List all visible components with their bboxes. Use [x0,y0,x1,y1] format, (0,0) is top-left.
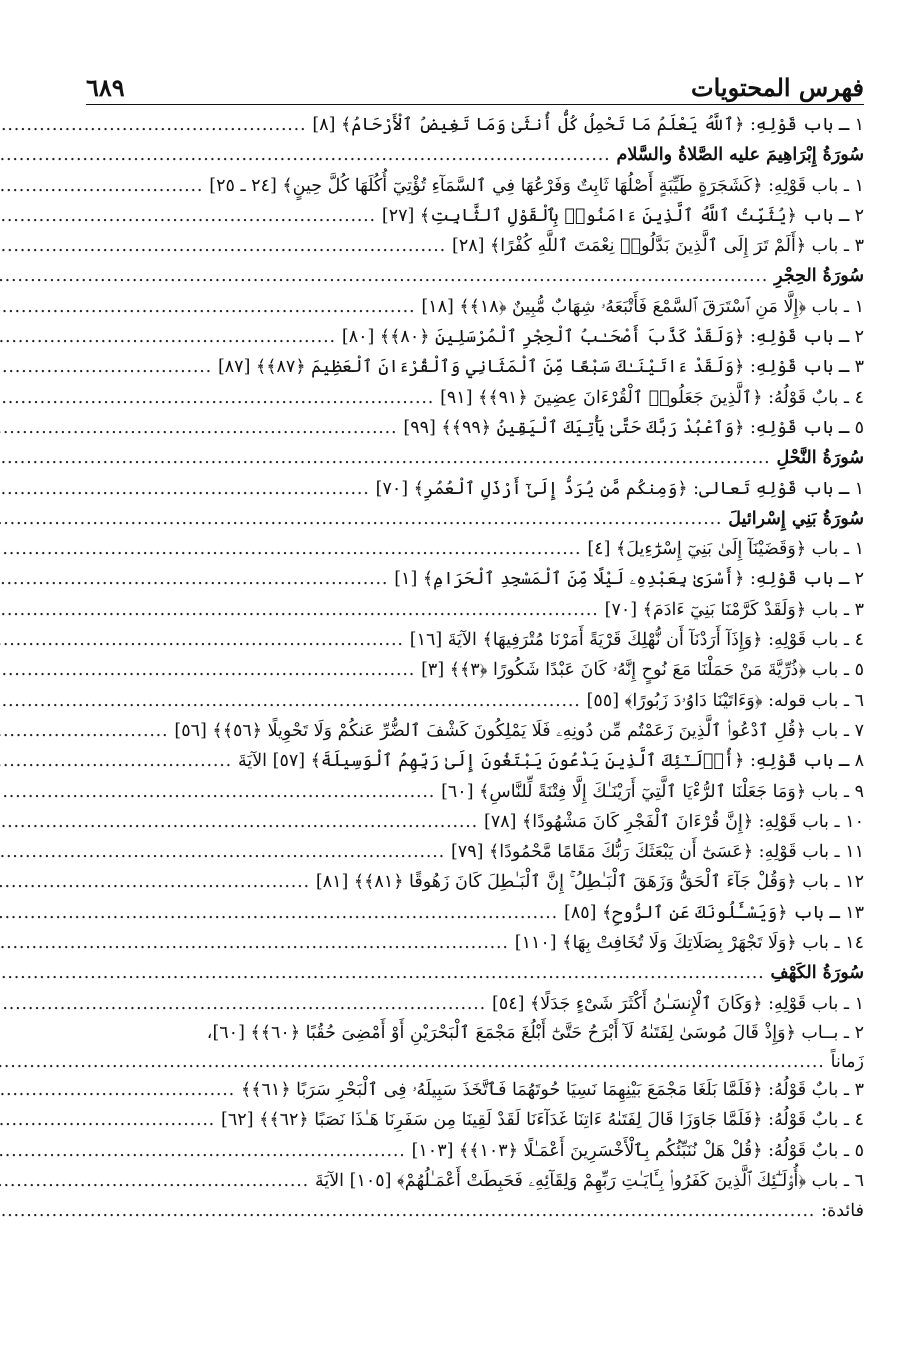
dot-leader [0,357,212,377]
toc-entry-text: ٣ ـ باب قَوْلِهِ: ﴿وَلَقَدْ ءَاتَيْنَـٰكَ سَبْعًا مِّنَ ٱلْمَثَانِي وَٱلْقُرْءَانَ ٱلْعَظِيمَ ﴿٨٧﴾﴾ [٨٧] [217,357,864,378]
toc-entry-text: سُورَةُ النَّحْلِ [776,448,864,469]
toc-entry-text: ١١ ـ باب قَوْلِهِ: ﴿عَسَىٰٓ أَن يَبْعَثَكَ رَبُّكَ مَقَامًا مَّحْمُودًا﴾ [٧٩] [450,842,864,863]
page-title: فهرس المحتويات [690,73,864,102]
toc-entry [86,871,864,901]
dot-leader [0,812,478,832]
toc-entry-text: سُورَةُ الكَهْفِ [770,963,864,984]
toc-entry-text-continued: زَماناً [830,1051,864,1072]
toc-entry-text: ١٠ ـ باب قَوْلِهِ: ﴿إِنَّ قُرْءَانَ ٱلْفَجْرِ كَانَ مَشْهُودًا﴾ [٧٨] [483,811,864,832]
toc-entry [86,478,864,508]
toc-entry-text: ٤ ـ بابٌ قَوْلُهُ: ﴿ٱلَّذِينَ جَعَلُوا۟ ٱلْقُرْءَانَ عِضِينَ ﴿٩١﴾﴾ [٩١] [440,387,864,408]
toc-entry [86,659,864,689]
toc-entry [86,811,864,841]
dot-leader [0,1141,406,1161]
dot-leader [0,479,370,499]
dot-leader [0,660,415,680]
toc-entry-text: ٦ ـ باب ﴿أُو۟لَـٰٓئِكَ ٱلَّذِينَ كَفَرُوا۟ بِـَٔايَـٰتِ رَبِّهِمْ وَلِقَآئِهِۦ فَحَبِطَتْ أَعْمَـٰلُهُمْ﴾ [١٠٥] الآيَةَ [314,1170,864,1191]
dot-leader [0,630,404,650]
toc-entry-text: ٣ ـ باب ﴿أَلَمْ تَرَ إِلَى ٱلَّذِينَ بَدَّلُوا۟ نِعْمَتَ ٱللَّهِ كُفْرًا﴾ [٢٨] [452,236,864,257]
toc-entry [86,690,864,720]
dot-leader [0,1201,815,1221]
toc-entry [86,599,864,629]
dot-leader [0,933,509,953]
toc-entry-text: ٥ ـ باب ﴿ذُرِّيَّةَ مَنْ حَمَلْنَا مَعَ نُوحٍ إِنَّهُۥ كَانَ عَبْدًا شَكُورًا ﴿٣﴾﴾ [٣] [421,660,864,681]
toc-entry [86,750,864,780]
dot-leader [0,539,581,559]
toc-entry-text: ١ ـ باب ﴿وَقَضَيْنَآ إِلَىٰ بَنِيٓ إِسْرَٰٓءِيلَ﴾ [٤] [587,539,864,560]
toc-entry [86,629,864,659]
toc-entry [86,1200,864,1230]
dot-leader [0,994,486,1014]
toc-entry [86,568,864,598]
page-number: ٦٨٩ [86,73,125,102]
toc-entry [86,356,864,386]
table-of-contents [86,114,864,1230]
dot-leader [0,963,765,983]
toc-entry [86,417,864,447]
dot-leader [0,266,768,286]
dot-leader [0,569,388,589]
toc-entry-text: فائدة: [821,1201,864,1222]
toc-entry-text: ٩ ـ باب ﴿وَمَا جَعَلْنَا ٱلرُّءْيَا ٱلَّتِيٓ أَرَيْنَـٰكَ إِلَّا فِتْنَةً لِّلنَّاسِ﴾ [٦٠] [441,781,864,802]
toc-entry-text: ٣ ـ باب ﴿وَلَقَدْ كَرَّمْنَا بَنِيٓ ءَادَمَ﴾ [٧٠] [604,599,864,620]
toc-entry [86,205,864,235]
dot-leader [0,115,306,135]
toc-entry-text: سُورَةُ الحِجْرِ [774,266,864,287]
toc-entry-text: ٦ ـ باب قوله: ﴿وَءَاتَيْنَا دَاوُۥدَ زَبُورًا﴾ [٥٥] [586,690,864,711]
toc-surah-heading [86,508,864,538]
dot-leader [0,418,397,438]
dot-leader [0,1110,215,1130]
toc-entry [86,1109,864,1139]
dot-leader [0,842,445,862]
dot-leader [0,872,310,892]
toc-entry-text: ٣ ـ بابٌ قَوْلُهُ: ﴿فَلَمَّا بَلَغَا مَجْمَعَ بَيْنِهِمَا نَسِيَا حُوتَهُمَا فَٱتَّخَذَ سَبِيلَهُۥ فِى ٱلْبَحْرِ سَرَبًا ﴿٦١﴾﴾ [241,1079,864,1100]
dot-leader [0,600,599,620]
toc-entry [86,387,864,417]
dot-leader [0,1080,235,1100]
toc-entry-text: سُورَةُ بَنِي إِسْرائيلَ [728,508,864,529]
dot-leader [0,206,376,226]
toc-entry-text: ١٣ ـ باب ﴿وَيَسْـَٔلُونَكَ عَنِ ٱلرُّوحِ﴾ [٨٥] [564,902,864,923]
toc-entry [86,902,864,932]
toc-surah-heading [86,962,864,992]
toc-entry-text: ١ ـ باب قَوْلِهِ تَعالى: ﴿وَمِنكُم مَّن يُرَدُّ إِلَىٰٓ أَرْذَلِ ٱلْعُمُرِ﴾ [٧٠] [375,478,864,499]
header-rule [86,104,864,105]
dot-leader [0,297,415,317]
dot-leader [0,1052,825,1072]
dot-leader [0,509,722,529]
dot-leader [0,1171,309,1191]
toc-entry [86,1079,864,1109]
toc-entry-text: ١ ـ باب ﴿إِلَّا مَنِ ٱسْتَرَقَ ٱلسَّمْعَ فَأَتْبَعَهُۥ شِهَابٌ مُّبِينٌ ﴿١٨﴾﴾ [١٨] [421,296,864,317]
toc-entry [86,841,864,871]
toc-entry [86,326,864,356]
toc-entry-text: ٢ ـ باب قَوْلِهِ: ﴿وَلَقَدْ كَذَّبَ أَصْحَـٰبُ ٱلْحِجْرِ ٱلْمُرْسَلِينَ ﴿٨٠﴾﴾ [٨٠] [341,327,864,348]
toc-entry-text: ٢ ـ باب قَوْلِهِ: ﴿أَسْرَىٰ بِعَبْدِهِۦ لَيْلًا مِّنَ ٱلْمَسْجِدِ ٱلْحَرَامِ﴾ [١] [394,569,864,590]
toc-entry-text: ١ ـ باب قَوْلِهِ: ﴿وَكَانَ ٱلْإِنسَـٰنُ أَكْثَرَ شَىْءٍ جَدَلًا﴾ [٥٤] [492,993,864,1014]
toc-entry [86,538,864,568]
dot-leader [0,388,434,408]
toc-entry-text: سُورَةُ إِبْرَاهِيمَ عليه الصَّلاةُ والسَّلام [616,145,864,166]
toc-entry-text: ١٢ ـ باب ﴿وَقُلْ جَآءَ ٱلْحَقُّ وَزَهَقَ ٱلْبَـٰطِلُ ۚ إِنَّ ٱلْبَـٰطِلَ كَانَ زَهُوقًا ﴿٨١﴾﴾ [٨١] [315,872,864,893]
toc-surah-heading [86,447,864,477]
dot-leader [0,448,771,468]
toc-entry [86,1140,864,1170]
dot-leader [0,691,581,711]
toc-entry-text: ٨ ـ باب قَوْلِهِ: ﴿أُو۟لَـٰٓئِكَ ٱلَّذِينَ يَدْعُونَ يَبْتَغُونَ إِلَىٰ رَبِّهِمُ ٱلْوَسِيلَةَ﴾ [٥٧] الآيَةَ [237,751,864,772]
page-header [86,62,864,102]
dot-leader [0,721,168,741]
toc-entry-text: ٤ ـ بابٌ قَوْلُهُ: ﴿فَلَمَّا جَاوَزَا قَالَ لِفَتَىٰهُ ءَاتِنَا غَدَآءَنَا لَقَدْ لَقِينَا مِن سَفَرِنَا هَـٰذَا نَصَبًا ﴿٦٢﴾﴾ [٦٢] [221,1110,864,1131]
toc-entry-text: ٢ ـ باب ﴿يُثَبِّتُ ٱللَّهُ ٱلَّذِينَ ءَامَنُوا۟ بِٱلْقَوْلِ ٱلثَّابِتِ﴾ [٢٧] [381,205,864,226]
toc-entry [86,1170,864,1200]
toc-entry-text: ١ ـ باب قَوْلِهِ: ﴿ٱللَّهُ يَعْلَمُ مَا تَحْمِلُ كُلُّ أُنثَىٰ وَمَا تَغِيضُ ٱلْأَرْحَامُ﴾ [٨] [312,115,864,135]
dot-leader [0,236,446,256]
toc-entry-text: ٤ ـ باب قَوْلِهِ: ﴿وَإِذَآ أَرَدْنَآ أَن نُّهْلِكَ قَرْيَةً أَمَرْنَا مُتْرَفِيهَا﴾ الآيَةَ [١٦] [409,630,864,651]
toc-entry-text: ١ ـ باب قَوْلِهِ: ﴿كَشَجَرَةٍ طَيِّبَةٍ أَصْلُهَا ثَابِتٌ وَفَرْعُهَا فِي ٱلسَّمَآءِ تُؤْتِيٓ أُكُلَهَا كُلَّ حِينٍ﴾ [٢٤ ـ ٢٥] [209,175,864,196]
dot-leader [0,327,336,347]
dot-leader [0,751,232,771]
toc-entry [86,1023,864,1079]
toc-entry-text: ٥ ـ باب قَوْلِهِ: ﴿وَٱعْبُدْ رَبَّكَ حَتَّىٰ يَأْتِيَكَ ٱلْيَقِينُ ﴿٩٩﴾﴾ [٩٩] [403,417,864,438]
dot-leader [0,903,558,923]
dot-leader [0,145,610,165]
toc-entry [86,114,864,144]
toc-entry [86,296,864,326]
toc-entry [86,720,864,750]
toc-entry-text: ١٤ ـ باب ﴿وَلَا تَجْهَرْ بِصَلَاتِكَ وَلَا تُخَافِتْ بِهَا﴾ [١١٠] [514,933,864,954]
toc-surah-heading [86,265,864,295]
toc-entry [86,235,864,265]
toc-entry-text: ٧ ـ باب ﴿قُلِ ٱدْعُوا۟ ٱلَّذِينَ زَعَمْتُم مِّن دُونِهِۦ فَلَا يَمْلِكُونَ كَشْفَ ٱلضُّرِّ عَنكُمْ وَلَا تَحْوِيلًا ﴿٥٦﴾﴾ [٥٦] [174,720,864,741]
dot-leader [0,782,435,802]
toc-entry [86,993,864,1023]
toc-entry [86,932,864,962]
toc-entry [86,781,864,811]
toc-entry-text: ٢ ـ بــاب ﴿وَإِذْ قَالَ مُوسَىٰ لِفَتَىٰهُ لَآ أَبْرَحُ حَتَّىٰٓ أَبْلُغَ مَجْمَعَ ٱلْبَحْرَيْنِ أَوْ أَمْضِىَ حُقُبًا ﴿٦٠﴾﴾ [٦٠]، [206,1022,864,1043]
toc-entry [86,175,864,205]
toc-entry-text: ٥ ـ بابٌ قَوْلُهُ: ﴿قُلْ هَلْ نُنَبِّئُكُم بِٱلْأَخْسَرِينَ أَعْمَـٰلًا ﴿١٠٣﴾﴾ [١٠٣] [411,1140,864,1161]
dot-leader [0,176,203,196]
toc-surah-heading [86,144,864,174]
